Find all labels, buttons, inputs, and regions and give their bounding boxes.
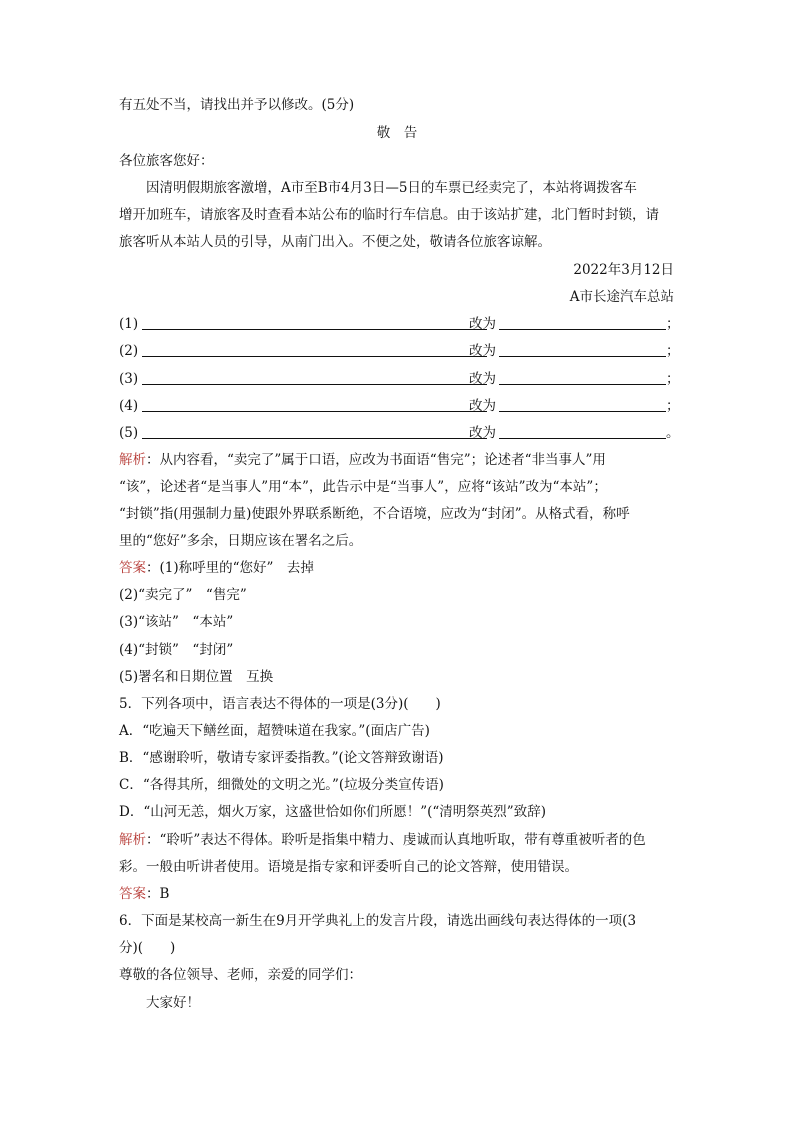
notice-greeting: 各位旅客您好： [119, 153, 214, 169]
row-number: (1) [119, 316, 139, 332]
notice-signature: A市长途汽车总站 [569, 289, 674, 305]
notice-body-line: 增开加班车，请旅客及时查看本站公布的临时行车信息。由于该站扩建，北门暂时封锁，请 [119, 207, 659, 223]
answer-line [119, 558, 314, 578]
row-punct: ； [666, 316, 680, 332]
question-intro: 有五处不当，请找出并予以修改。(5分) [119, 97, 355, 113]
notice-body-line: 因清明假期旅客激增，A市至B市4月3日—5日的车票已经卖完了，本站将调拨客车 [146, 180, 637, 196]
q5-answer-line [119, 884, 169, 904]
answer-text: ：B [146, 886, 170, 902]
answer-blank-row [119, 369, 680, 389]
row-change-to: 改为 [469, 425, 496, 441]
notice-title: 敬 告 [376, 125, 418, 141]
answer-line: (4)“封锁” “封闭” [119, 642, 234, 658]
answer-label: 答案 [119, 560, 146, 576]
row-punct: ； [666, 343, 680, 359]
row-number: (5) [119, 425, 139, 441]
row-punct: ； [666, 371, 680, 387]
q5-option-d: D．“山河无恙，烟火万家，这盛世恰如你们所愿！”(“清明祭英烈”致辞) [119, 804, 546, 820]
analysis-line: “封锁”指(用强制力量)使跟外界联系断绝，不合语境，应改为“封闭”。从格式看，称呼 [119, 506, 630, 522]
q6-stem: 分)( ) [119, 940, 176, 956]
notice-date: 2022年3月12日 [573, 262, 674, 278]
q6-greeting: 大家好！ [146, 995, 200, 1011]
row-number: (4) [119, 398, 139, 414]
answer-blank-row [119, 314, 680, 334]
blank-line [499, 356, 666, 357]
analysis-line [119, 450, 606, 470]
analysis-label: 解析 [119, 452, 146, 468]
q5-option-b: B．“感谢聆听，敬请专家评委指教。”(论文答辩致谢语) [119, 750, 444, 766]
row-change-to: 改为 [469, 398, 496, 414]
analysis-label: 解析 [119, 832, 146, 848]
blank-line [499, 384, 666, 385]
analysis-line: 里的“您好”多余，日期应该在署名之后。 [119, 533, 363, 549]
answer-text: ：(1)称呼里的“您好” 去掉 [146, 560, 314, 576]
blank-line [142, 384, 487, 385]
q5-stem: 5．下列各项中，语言表达不得体的一项是(3分)( ) [119, 696, 441, 712]
answer-line: (3)“该站” “本站” [119, 614, 234, 630]
analysis-text: ：“聆听”表达不得体。聆听是指集中精力、虔诚而认真地听取，带有尊重被听者的色 [146, 832, 646, 848]
answer-line: (5)署名和日期位置 互换 [119, 669, 274, 685]
answer-blank-row [119, 341, 680, 361]
row-punct: ； [666, 398, 680, 414]
row-change-to: 改为 [469, 371, 496, 387]
row-number: (3) [119, 371, 139, 387]
q6-stem: 6．下面是某校高一新生在9月开学典礼上的发言片段，请选出画线句表达得体的一项(3 [119, 913, 637, 929]
row-change-to: 改为 [469, 316, 496, 332]
blank-line [499, 411, 666, 412]
q6-salutation: 尊敬的各位领导、老师，亲爱的同学们： [119, 967, 362, 983]
answer-blank-row [119, 423, 680, 443]
blank-line [142, 329, 487, 330]
q5-option-c: C．“各得其所，细微处的文明之光。”(垃圾分类宣传语) [119, 777, 444, 793]
blank-line [499, 438, 666, 439]
analysis-line: “该”，论述者“是当事人”用“本”，此告示中是“当事人”，应将“该站”改为“本站”； [119, 479, 607, 495]
q5-analysis-line [119, 830, 646, 850]
row-change-to: 改为 [469, 343, 496, 359]
row-number: (2) [119, 343, 139, 359]
blank-line [142, 356, 487, 357]
blank-line [142, 411, 487, 412]
answer-blank-row [119, 396, 680, 416]
blank-line [499, 329, 666, 330]
analysis-text: ：从内容看，“卖完了”属于口语，应改为书面语“售完”；论述者“非当事人”用 [146, 452, 606, 468]
q5-option-a: A．“吃遍天下鳝丝面，超赞味道在我家。”(面店广告) [119, 723, 430, 739]
q5-analysis-line: 彩。一般由听讲者使用。语境是指专家和评委听自己的论文答辩，使用错误。 [119, 859, 578, 875]
answer-label: 答案 [119, 886, 146, 902]
row-punct: 。 [666, 425, 680, 441]
blank-line [142, 438, 487, 439]
answer-line: (2)“卖完了” “售完” [119, 587, 247, 603]
notice-body-line: 旅客听从本站人员的引导，从南门出入。不便之处，敬请各位旅客谅解。 [119, 234, 551, 250]
